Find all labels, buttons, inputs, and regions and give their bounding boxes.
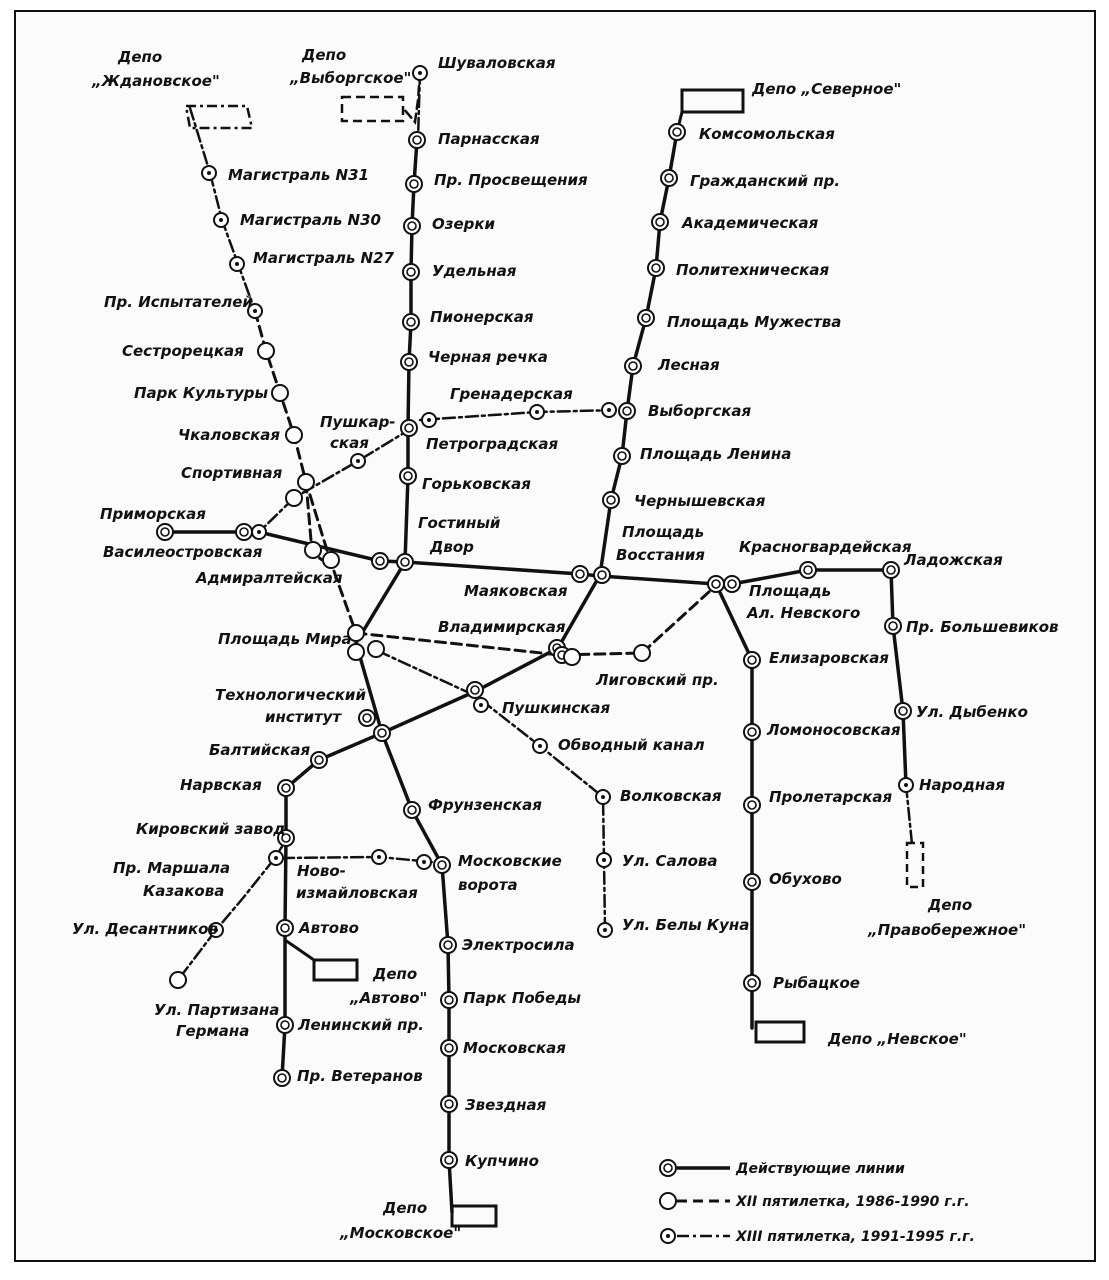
label-gorkovskaya: Горьковская <box>422 475 531 493</box>
station-ul-dybenko-marker[interactable] <box>895 703 911 719</box>
depot-severnoe-shape <box>682 90 743 112</box>
station-pushkarskaya-marker[interactable] <box>351 454 365 468</box>
label-rybatskoe: Рыбацкое <box>773 974 860 992</box>
station-chkalovskaya-marker[interactable] <box>286 427 302 443</box>
legend-plan-1991-marker <box>661 1229 675 1243</box>
depot-zhdanovskoe-label-1: Депо <box>118 48 163 66</box>
label-frunzenskaya: Фрунзенская <box>428 796 542 814</box>
label-lomonosovskaya: Ломоносовская <box>767 721 901 739</box>
label-sestroretskaya: Сестрорецкая <box>122 342 244 360</box>
label-gostiny-dvor-1: Гостиный <box>418 514 501 532</box>
label-pr-marshala-2: Казакова <box>143 882 225 900</box>
depot-vyborgskoe-shape <box>342 97 403 121</box>
station-ploschad-al-nevskogo-2-marker[interactable] <box>724 576 740 592</box>
station-frunzenskaya-marker[interactable] <box>404 802 420 818</box>
depot-avtovo-shape <box>314 960 357 980</box>
label-novoizmaylovskaya-1: Ново- <box>297 862 346 880</box>
depot-zhdanovskoe-label-2: „Ждановское" <box>92 72 220 90</box>
legend-plan-1991-label: XIII пятилетка, 1991-1995 г.г. <box>736 1229 975 1245</box>
plan-1991-zhdanovskoe <box>190 108 255 311</box>
station-pr-marshala-marker[interactable] <box>269 851 283 865</box>
station-grenaderskaya-marker[interactable] <box>530 405 544 419</box>
label-pr-marshala-1: Пр. Маршала <box>113 859 231 877</box>
label-elizarovskaya: Елизаровская <box>769 649 889 667</box>
label-admiralteyskaya: Адмиралтейская <box>196 569 343 587</box>
label-kirovsky-zavod: Кировский завод <box>136 820 286 838</box>
station-park-pobedy-marker[interactable] <box>441 992 457 1008</box>
station-lesnaya-marker[interactable] <box>625 358 641 374</box>
station-komsomolskaya-marker[interactable] <box>669 124 685 140</box>
legend <box>660 1160 975 1245</box>
label-petrogradskaya: Петроградская <box>426 435 559 453</box>
station-krasnogvardeyskaya-marker[interactable] <box>800 562 816 578</box>
station-udelnaya-marker[interactable] <box>403 264 419 280</box>
station-elizarovskaya-marker[interactable] <box>744 652 760 668</box>
label-zvezdnaya: Звездная <box>465 1096 547 1114</box>
station-pushkinskaya-transfer-marker[interactable] <box>474 698 488 712</box>
station-rybatskoe-marker[interactable] <box>744 975 760 991</box>
station-vasileostrovskaya-transfer-marker[interactable] <box>252 525 266 539</box>
label-elektrosila: Электросила <box>462 936 575 954</box>
label-moskovskie-vorota-1: Московские <box>458 852 562 870</box>
station-ozerki-marker[interactable] <box>404 218 420 234</box>
label-ploschad-al-nevskogo-2: Ал. Невского <box>747 604 861 622</box>
depot-vyborgskoe-label-1: Депо <box>302 46 347 64</box>
label-vasileostrovskaya: Василеостровская <box>103 543 263 561</box>
plan-1991-pravoberezhnoe <box>906 785 912 844</box>
station-magistral-27-marker[interactable] <box>230 257 244 271</box>
legend-plan-1986-marker <box>660 1193 676 1209</box>
station-petrogradskaya-transfer-marker[interactable] <box>422 413 436 427</box>
label-ul-dybenko: Ул. Дыбенко <box>916 703 1028 721</box>
depot-moskovskoe-label-1: Депо <box>383 1199 428 1217</box>
depot-pravoberezhnoe-label-2: „Правобережное" <box>868 921 1027 939</box>
station-zvezdnaya-marker[interactable] <box>441 1096 457 1112</box>
station-politekhnicheskaya-marker[interactable] <box>648 260 664 276</box>
label-baltiyskaya: Балтийская <box>209 741 311 759</box>
station-admiralteyskaya-2-marker[interactable] <box>323 552 339 568</box>
label-ploschad-vosstaniya-2: Восстания <box>616 546 705 564</box>
station-sportivnaya-marker[interactable] <box>298 474 314 490</box>
label-ul-partizana-2: Германа <box>176 1022 250 1040</box>
station-vasileostrovskaya-marker[interactable] <box>236 524 252 540</box>
station-proletarskaya-marker[interactable] <box>744 797 760 813</box>
label-obvodny-kanal: Обводный канал <box>558 736 705 754</box>
station-novoizmaylovskaya-marker[interactable] <box>372 850 386 864</box>
depot-avtovo-label-2: „Автово" <box>350 989 428 1007</box>
station-tekhnologichesky-marker[interactable] <box>374 725 390 741</box>
station-parnasskaya-marker[interactable] <box>409 132 425 148</box>
station-petrogradskaya-marker[interactable] <box>401 420 417 436</box>
station-dostoevskaya-2-marker[interactable] <box>564 649 580 665</box>
label-park-pobedy: Парк Победы <box>463 989 582 1007</box>
label-ul-partizana-1: Ул. Партизана <box>154 1001 280 1019</box>
label-ploschad-vosstaniya-1: Площадь <box>622 523 705 541</box>
station-baltiyskaya-marker[interactable] <box>311 752 327 768</box>
label-parnasskaya: Парнасская <box>438 130 540 148</box>
label-vyborgskaya: Выборгская <box>648 402 752 420</box>
label-pionerskaya: Пионерская <box>430 308 534 326</box>
depot-avtovo-link <box>285 940 314 960</box>
label-kupchino: Купчино <box>465 1152 539 1170</box>
station-akademicheskaya-marker[interactable] <box>652 214 668 230</box>
station-ploschad-muzhestva-marker[interactable] <box>638 310 654 326</box>
label-ploschad-muzhestva: Площадь Мужества <box>667 313 842 331</box>
depot-avtovo-label-1: Депо <box>373 965 418 983</box>
station-admiralteyskaya-marker[interactable] <box>305 542 321 558</box>
label-pr-bolshevikov: Пр. Большевиков <box>906 618 1059 636</box>
station-ladozhskaya-marker[interactable] <box>883 562 899 578</box>
label-sportivnaya: Спортивная <box>181 464 283 482</box>
station-ploschad-mira-3-marker[interactable] <box>368 641 384 657</box>
label-proletarskaya: Пролетарская <box>769 788 893 806</box>
station-shuvalovskaya-marker[interactable] <box>413 66 427 80</box>
station-ploschad-vosstaniya-marker[interactable] <box>594 567 610 583</box>
station-ploschad-lenina-marker[interactable] <box>614 448 630 464</box>
label-pushkinskaya: Пушкинская <box>502 699 611 717</box>
legend-plan-1986 <box>660 1193 970 1210</box>
label-lesnaya: Лесная <box>658 356 720 374</box>
label-pr-prosvescheniya: Пр. Просвещения <box>434 171 588 189</box>
station-ul-partizana-marker[interactable] <box>170 972 186 988</box>
station-park-kultury-marker[interactable] <box>272 385 288 401</box>
label-obukhovo: Обухово <box>769 870 842 888</box>
label-ligovsky: Лиговский пр. <box>596 671 719 689</box>
line-moskovsko-petrogradskaya <box>356 140 452 1212</box>
label-moskovskaya: Московская <box>463 1039 566 1057</box>
label-pushkarskaya-2: ская <box>330 434 369 452</box>
station-volkovskaya-marker[interactable] <box>596 790 610 804</box>
station-magistral-31-marker[interactable] <box>202 166 216 180</box>
line-pravoberezhnaya <box>732 570 906 785</box>
label-chernaya-rechka: Черная речка <box>428 348 548 366</box>
station-obvodny-kanal-marker[interactable] <box>533 739 547 753</box>
label-ladozhskaya: Ладожская <box>904 551 1003 569</box>
station-vyborgskaya-transfer-marker[interactable] <box>602 403 616 417</box>
station-vyborgskaya-marker[interactable] <box>619 403 635 419</box>
plan-1991-grenaderskaya <box>420 410 618 420</box>
label-akademicheskaya: Академическая <box>682 214 819 232</box>
station-grazhdansky-marker[interactable] <box>661 170 677 186</box>
depot-nevskoe-label: Депо „Невское" <box>828 1030 967 1048</box>
label-grazhdansky: Гражданский пр. <box>690 172 841 190</box>
station-mayakovskaya-marker[interactable] <box>572 566 588 582</box>
label-primorskaya: Приморская <box>100 505 206 523</box>
label-tekhnologichesky-2: институт <box>265 708 342 726</box>
station-nevsky-prospekt-marker[interactable] <box>372 553 388 569</box>
legend-plan-1991 <box>661 1229 975 1245</box>
label-ul-bely-kuna: Ул. Белы Куна <box>622 916 750 934</box>
plan-1991-shuvalovskaya <box>418 72 420 140</box>
label-magistral-27: Магистраль N27 <box>253 249 394 267</box>
label-volkovskaya: Волковская <box>620 787 722 805</box>
label-ploschad-mira: Площадь Мира <box>218 630 352 648</box>
station-ploschad-al-nevskogo-marker[interactable] <box>708 576 724 592</box>
station-tekhnologichesky-2-marker[interactable] <box>359 710 375 726</box>
station-sestroretskaya-marker[interactable] <box>258 343 274 359</box>
label-shuvalovskaya: Шуваловская <box>438 54 556 72</box>
label-chkalovskaya: Чкаловская <box>178 426 281 444</box>
station-elektrosila-marker[interactable] <box>440 937 456 953</box>
station-chernyshevskaya-marker[interactable] <box>603 492 619 508</box>
label-politekhnicheskaya: Политехническая <box>676 261 830 279</box>
station-narodnaya-marker[interactable] <box>899 778 913 792</box>
label-chernyshevskaya: Чернышевская <box>634 492 766 510</box>
legend-operating-label: Действующие линии <box>736 1161 905 1177</box>
station-moskovskaya-marker[interactable] <box>441 1040 457 1056</box>
label-narodnaya: Народная <box>919 776 1005 794</box>
label-ul-desantnikov: Ул. Десантников <box>72 920 218 938</box>
label-gostiny-dvor-2: Двор <box>430 538 474 556</box>
station-chernaya-rechka-marker[interactable] <box>401 354 417 370</box>
label-ozerki: Озерки <box>432 215 496 233</box>
station-magistral-30-marker[interactable] <box>214 213 228 227</box>
station-gostiny-dvor-marker[interactable] <box>397 554 413 570</box>
label-magistral-31: Магистраль N31 <box>228 166 369 184</box>
label-ul-salova: Ул. Салова <box>622 852 718 870</box>
station-pr-bolshevikov-marker[interactable] <box>885 618 901 634</box>
label-komsomolskaya: Комсомольская <box>699 125 835 143</box>
depot-pravoberezhnoe-label-1: Депо <box>928 896 973 914</box>
depot-nevskoe-shape <box>756 1022 804 1042</box>
station-moskovskie-vorota-transfer-marker[interactable] <box>417 855 431 869</box>
station-sportivnaya-2-marker[interactable] <box>286 490 302 506</box>
label-mayakovskaya: Маяковская <box>464 582 568 600</box>
station-moskovskie-vorota-marker[interactable] <box>434 857 450 873</box>
station-gorkovskaya-marker[interactable] <box>400 468 416 484</box>
station-ligovsky-marker[interactable] <box>634 645 650 661</box>
legend-plan-1986-label: XII пятилетка, 1986-1990 г.г. <box>736 1194 970 1210</box>
label-pr-ispytateley: Пр. Испытателей <box>104 293 253 311</box>
station-ul-salova-marker[interactable] <box>597 853 611 867</box>
station-ul-bely-kuna-marker[interactable] <box>598 923 612 937</box>
label-ploschad-al-nevskogo-1: Площадь <box>749 582 832 600</box>
label-avtovo: Автово <box>299 919 359 937</box>
station-pionerskaya-marker[interactable] <box>403 314 419 330</box>
station-leninsky-marker[interactable] <box>277 1017 293 1033</box>
station-narvskaya-marker[interactable] <box>278 780 294 796</box>
station-kupchino-marker[interactable] <box>441 1152 457 1168</box>
label-magistral-30: Магистраль N30 <box>240 211 381 229</box>
label-udelnaya: Удельная <box>432 262 517 280</box>
station-pr-prosvescheniya-marker[interactable] <box>406 176 422 192</box>
label-pr-veteranov: Пр. Ветеранов <box>297 1067 423 1085</box>
station-avtovo-marker[interactable] <box>277 920 293 936</box>
label-park-kultury: Парк Культуры <box>134 384 269 402</box>
depot-vyborgskoe-label-2: „Выборгское" <box>290 69 412 87</box>
legend-operating <box>660 1160 905 1177</box>
station-pr-veteranov-marker[interactable] <box>274 1070 290 1086</box>
label-grenaderskaya: Гренадерская <box>450 385 573 403</box>
label-novoizmaylovskaya-2: измайловская <box>296 884 418 902</box>
station-pushkinskaya-marker[interactable] <box>467 682 483 698</box>
label-ploschad-lenina: Площадь Ленина <box>640 445 792 463</box>
depot-severnoe-label: Депо „Северное" <box>752 80 902 98</box>
depot-moskovskoe-shape <box>452 1206 496 1226</box>
label-vladimirskaya: Владимирская <box>438 618 566 636</box>
depot-pravoberezhnoe-shape <box>907 843 923 887</box>
label-moskovskie-vorota-2: ворота <box>458 876 518 894</box>
label-narvskaya: Нарвская <box>180 776 262 794</box>
legend-operating-marker <box>660 1160 676 1176</box>
station-lomonosovskaya-marker[interactable] <box>744 724 760 740</box>
station-primorskaya-marker[interactable] <box>157 524 173 540</box>
label-pushkarskaya-1: Пушкар- <box>320 413 396 431</box>
depot-moskovskoe-label-2: „Московское" <box>340 1224 462 1242</box>
label-krasnogvardeyskaya: Красногвардейская <box>739 538 912 556</box>
label-tekhnologichesky-1: Технологический <box>215 686 366 704</box>
label-leninsky: Ленинский пр. <box>298 1016 424 1034</box>
station-obukhovo-marker[interactable] <box>744 874 760 890</box>
